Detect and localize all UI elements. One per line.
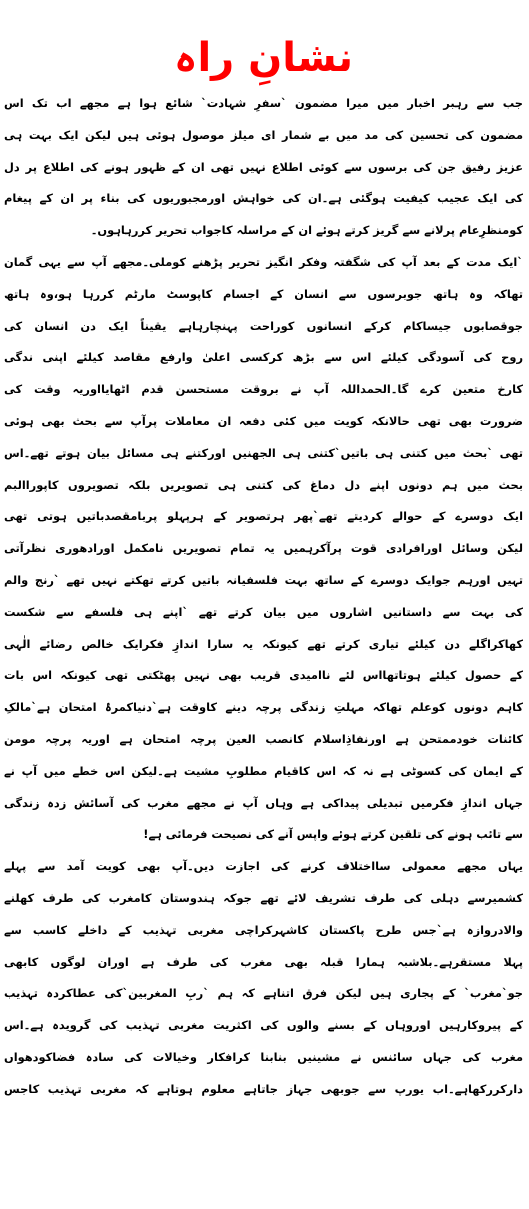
- text-line: روح کی آسودگی کیلئے اس سے بڑھ کرکسی اعلیٰ وارفع مقاصد کیلئے اپنی ندگی: [4, 350, 523, 365]
- text-line: تھاکہ وہ ہاتھ جوبرسوں سے انسان کے اجسام کاپوسٹ مارٹم کررہا ہو،وہ ہاتھ: [4, 286, 523, 301]
- text-line: کی بہت سے داستانیں اشاروں میں بیان کرتے تھے `اپنے ہی فلسفے سے شکست: [4, 604, 523, 619]
- text-line: مغرب کی جہاں سائنس نے مشینیں بنابنا کرافکار وخیالات کی سادہ فضاکودھواں: [4, 1049, 523, 1064]
- article-body: [4, 88, 523, 1106]
- text-line: کی ایک عجیب کیفیت ہوگئی ہے۔ان کی خواہش اورمجبوریوں کی بناء پر ان کے پیغام: [4, 191, 523, 206]
- text-line: ضرورت بھی تھی حالانکہ کویت میں کئی دفعہ ان معاملات پرآپ سے بحث بھی ہوئی: [4, 413, 523, 428]
- text-line: جہاں اندازِ فکرمیں تبدیلی پیداکی ہے وہاں آپ نے مجھے مغرب کی آسائش زدہ زندگی: [4, 795, 523, 810]
- text-line: کاہم دونوں کوعلم تھاکہ مہلتِ زندگی پرچہ دینے کاوقت ہے`دنیاکمرۂ امتحان ہے`مالکِ: [4, 700, 523, 715]
- text-line: کھاکراگلے دن کیلئے تیاری کرتے تھے کیونکہ یہ سارا اندازِ فکرایک خالص رضائے الٰہی: [4, 636, 523, 651]
- text-line: پہلا مستقرہے۔بلاشبہ ہمارا قبلہ بھی مغرب کی طرف ہے اوران لوگوں کابھی: [4, 954, 523, 969]
- text-line: لیکن وسائل اورافرادی قوت پرآکرہمیں یہ تمام تصویریں نامکمل اورادھوری نظرآتی: [4, 541, 523, 556]
- text-line: کارخ متعین کرے گا۔الحمداللہ آپ نے بروقت مستحسن قدم اٹھایااوریہ وقت کی: [4, 382, 523, 397]
- text-line: عزیز رفیق جن کی برسوں سے کوئی اطلاع نہیں تھی ان کے ظہور ہونے کی اطلاع پر دل: [4, 159, 523, 174]
- text-line: جو`مغرب` کے پجاری ہیں لیکن فرق اتناہے کہ ہم `ربِ المغربین`کی عطاکردہ تہذیب: [4, 986, 523, 1001]
- text-line: جوقصابوں جیساکام کرکے انسانوں کوراحت پہنچارہاہے یقیناً ایک دن انسان کی: [4, 318, 523, 333]
- page-title: نشانِ راہ: [174, 35, 353, 81]
- text-line: کائنات خودممتحن ہے اورنفاذِاسلام کانصب العین پرچہ امتحان ہے اوریہ پرچہ مومن: [4, 731, 523, 746]
- text-line: کومنظرِعام پرلانے سے گریز کرتے ہوئے ان کے مراسلہ کاجواب تحریر کررہاہوں۔: [90, 223, 523, 238]
- text-line: مضمون کی تحسین کی مد میں بے شمار ای میلز موصول ہوئی ہیں لیکن ایک بہت ہی: [4, 127, 523, 142]
- text-line: کے حصول کیلئے ہوتاتھااس لئے ناامیدی قریب بھی نہیں پھٹکتی تھی کیونکہ اس بات: [4, 668, 523, 683]
- text-line: تھی `بحث میں کتنی ہی باتیں`کتنی ہی الجھنیں اورکتنے ہی مسائل بیان ہوتے تھے۔اس: [4, 445, 523, 460]
- text-line: کے پیروکارہیں اوروہاں کے بسنے والوں کی اکثریت مغربی تہذیب کی گرویدہ ہے۔اس: [4, 1018, 523, 1033]
- text-line: والادروازہ ہے`جس طرح پاکستان کاشہرکراچی مغربی تہذیب کے داخلے کاسب سے: [4, 922, 523, 937]
- text-line: دارکررکھاہے۔اب یورپ سے جوبھی جہاز جاتاہے معلوم ہوتاہے کہ مغربی تہذیب کاجس: [4, 1081, 523, 1096]
- text-line: کے ایمان کی کسوٹی ہے نہ کہ اس کاقیام مطلوبِ مشیت ہے۔لیکن اس خطے میں آپ نے: [4, 763, 523, 778]
- text-line: یہاں مجھے معمولی سااختلاف کرنے کی اجازت دیں۔آپ بھی کویت آمد سے پہلے: [4, 859, 523, 874]
- text-line: بحث میں ہم دونوں اپنے دل دماغ کی کتنی ہی تصویریں بلکہ تصویروں کاپوراالبم: [4, 477, 523, 492]
- text-line: `ایک مدت کے بعد آپ کی شگفتہ وفکر انگیز تحریر پڑھنے کوملی۔مجھے آپ سے یہی گمان: [4, 254, 523, 269]
- text-line: جب سے رہبر اخبار میں میرا مضمون `سفرِ شہادت` شائع ہوا ہے مجھے اب تک اس: [4, 96, 523, 110]
- text-line: سے تائب ہونے کی تلقین کرتے ہوئے واپس آنے کی نصیحت فرمائی ہے!: [143, 827, 523, 842]
- text-line: کشمیرسے دہلی کی طرف تشریف لائے تھے جوکہ ہندوستان کامغرب کی طرف کھلنے: [4, 890, 523, 905]
- text-line: ایک دوسرے کے حوالے کردیتے تھے`پھر ہرتصویر کے ہرپہلو پربامقصدباتیں ہوتی تھی: [4, 509, 523, 524]
- text-line: تہیں اورہم جوایک دوسرے کے ساتھ بہت فلسفیانہ باتیں کرتے تھکتے نہیں تھے `رنج والم: [4, 572, 523, 587]
